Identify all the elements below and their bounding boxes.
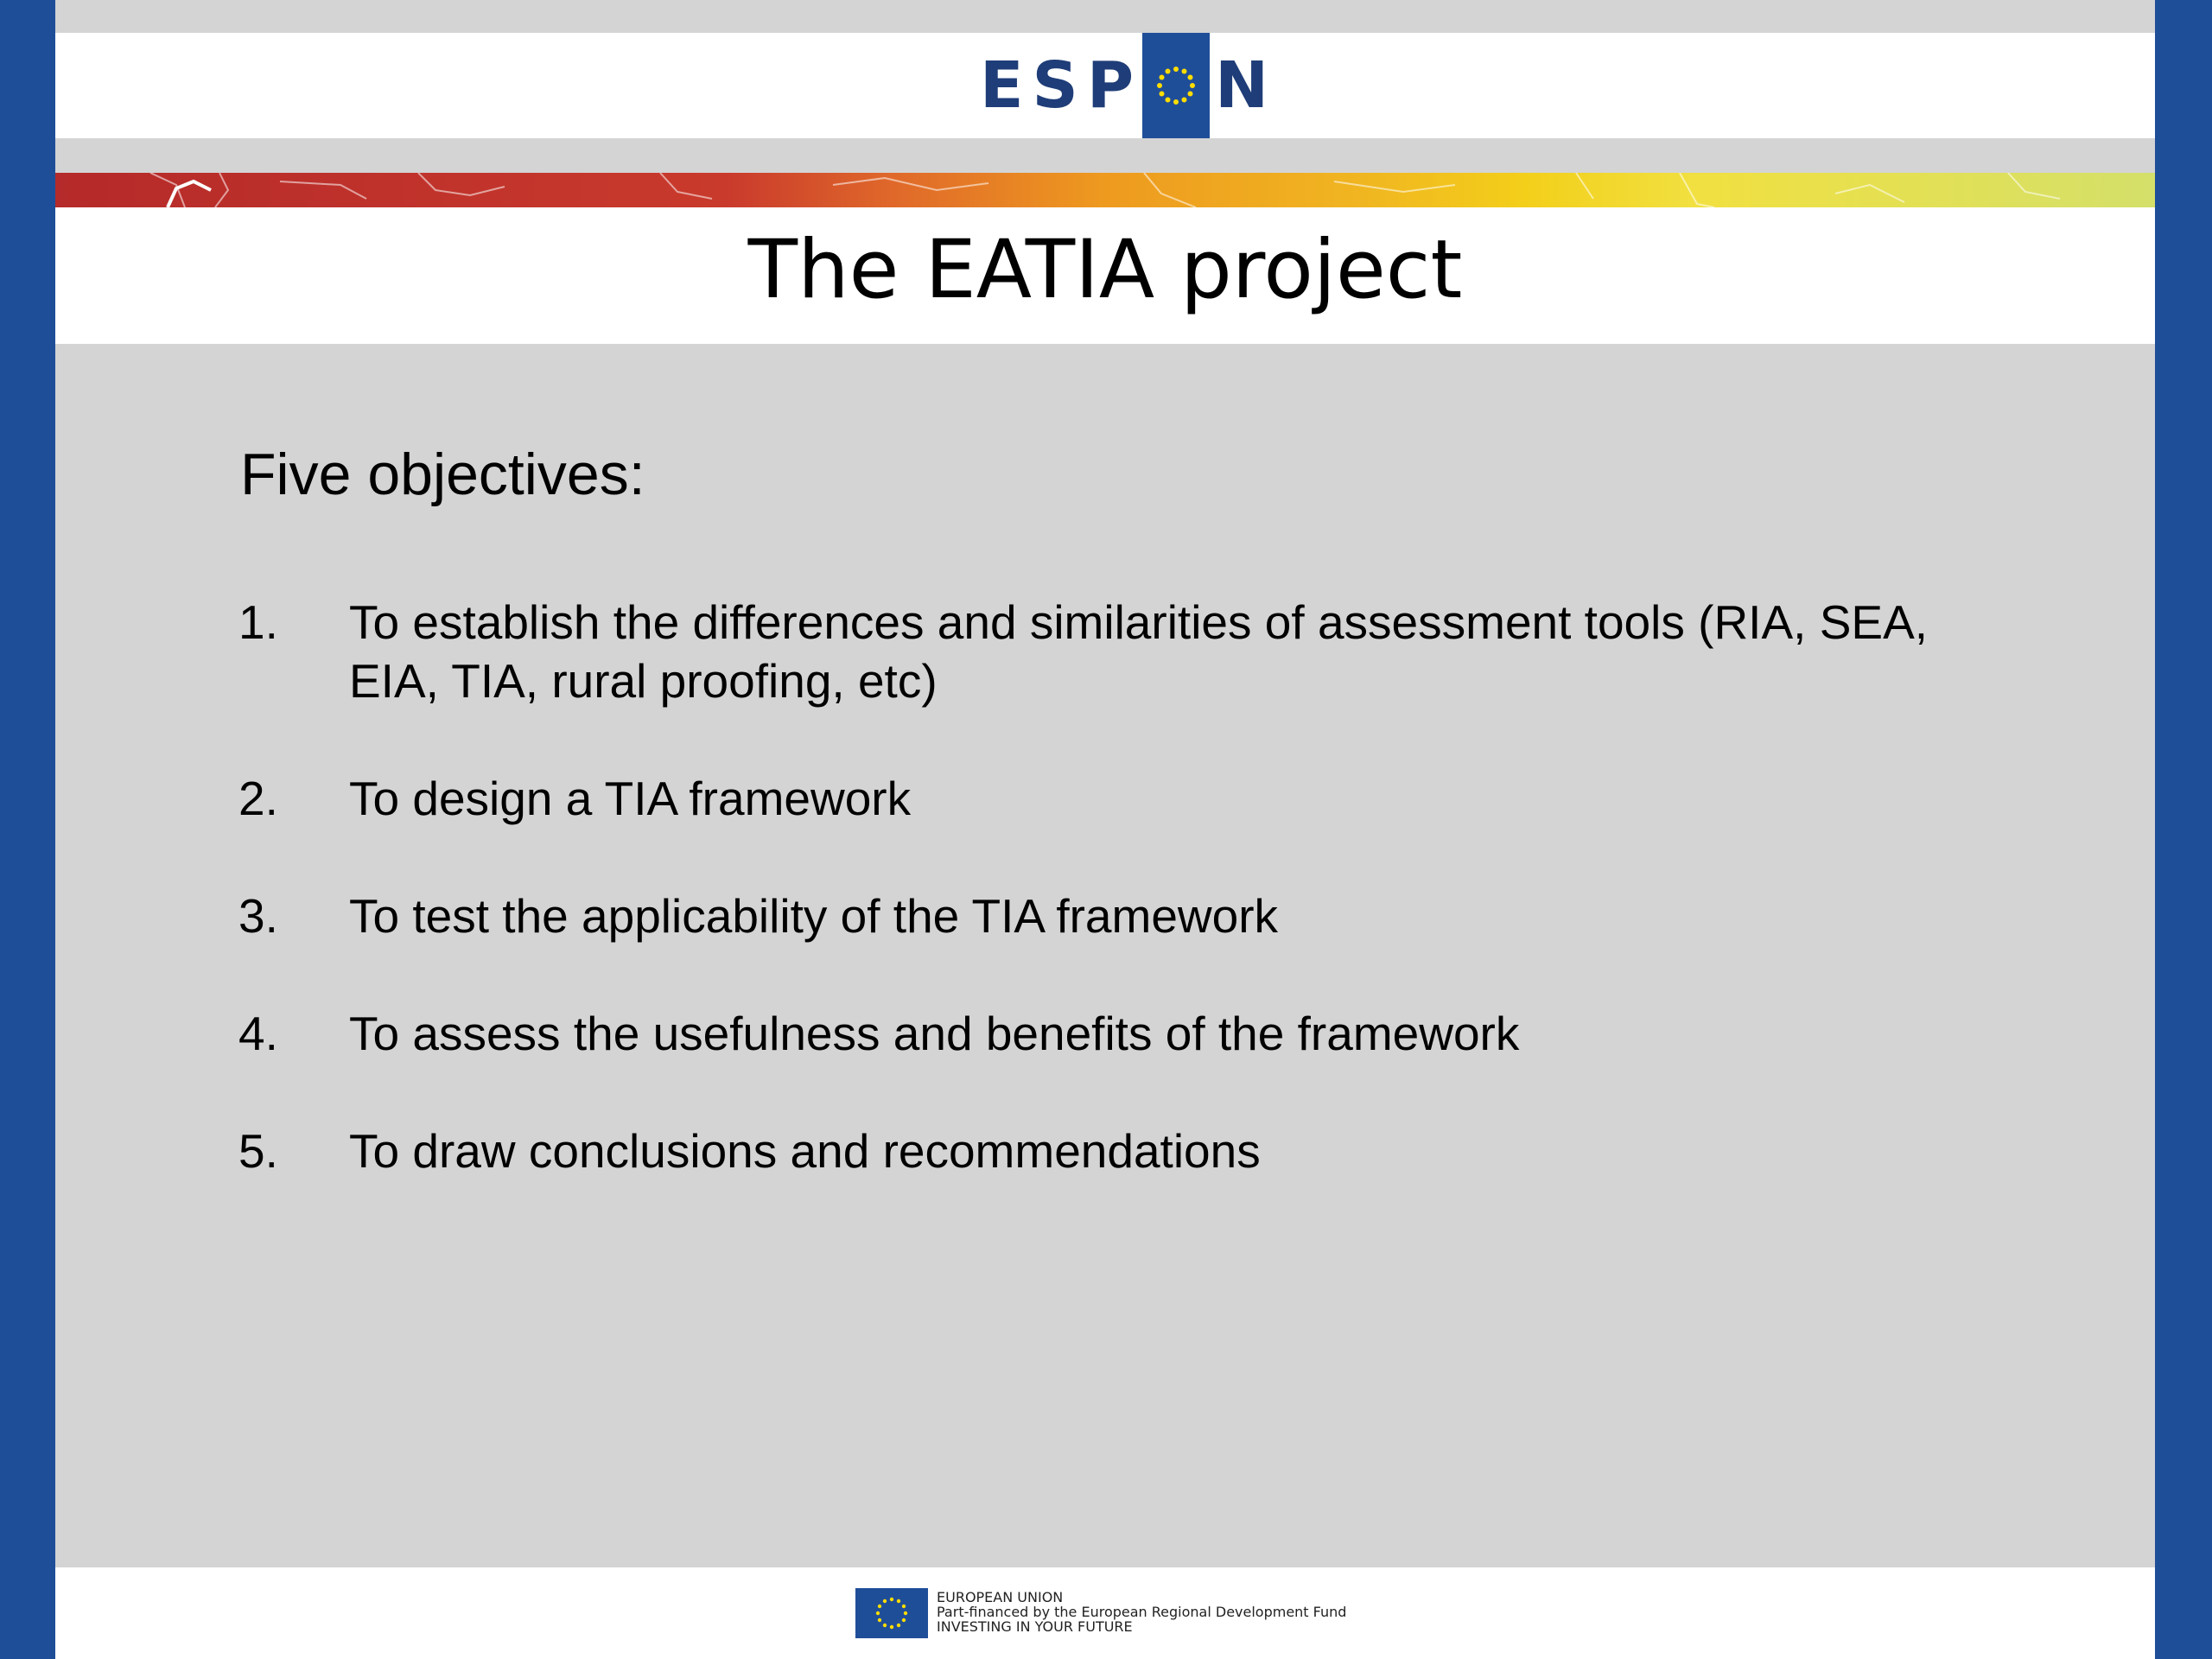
logo-text-left: ESP — [980, 48, 1143, 123]
list-number: 1. — [238, 595, 278, 649]
list-number: 2. — [238, 772, 278, 825]
eu-funding-text — [937, 1590, 1346, 1634]
eu-line-2: Part-financed by the European Regional Development Fund — [937, 1604, 1347, 1620]
right-frame-bar — [2155, 0, 2212, 1659]
espon-logo — [980, 33, 1277, 138]
list-number: 5. — [238, 1124, 278, 1178]
title-band — [55, 207, 2155, 344]
list-text: To draw conclusions and recommendations — [349, 1124, 1261, 1178]
slide-title: The EATIA project — [747, 223, 1463, 317]
footer-band — [55, 1567, 2155, 1659]
list-number: 3. — [238, 889, 278, 943]
objectives-heading: Five objectives: — [240, 442, 645, 507]
eu-stars-icon — [1142, 33, 1210, 138]
slide — [55, 0, 2155, 1659]
eu-line-3: INVESTING IN YOUR FUTURE — [937, 1618, 1133, 1635]
logo-text-right: N — [1215, 48, 1278, 123]
list-text: To design a TIA framework — [349, 772, 912, 825]
eu-line-1: EUROPEAN UNION — [937, 1589, 1064, 1605]
left-frame-bar — [0, 0, 55, 1659]
logo-band — [55, 33, 2155, 138]
list-text: To establish the differences and similarities of assessment tools (RIA, SEA, EIA, TIA, rural proofing, etc) — [349, 595, 1929, 708]
map-strip-decoration — [55, 173, 2155, 207]
list-number: 4. — [238, 1007, 278, 1060]
list-text: To assess the usefulness and benefits of the framework — [349, 1007, 1520, 1060]
list-text: To test the applicability of the TIA framework — [349, 889, 1279, 943]
eu-flag-icon — [855, 1588, 928, 1638]
